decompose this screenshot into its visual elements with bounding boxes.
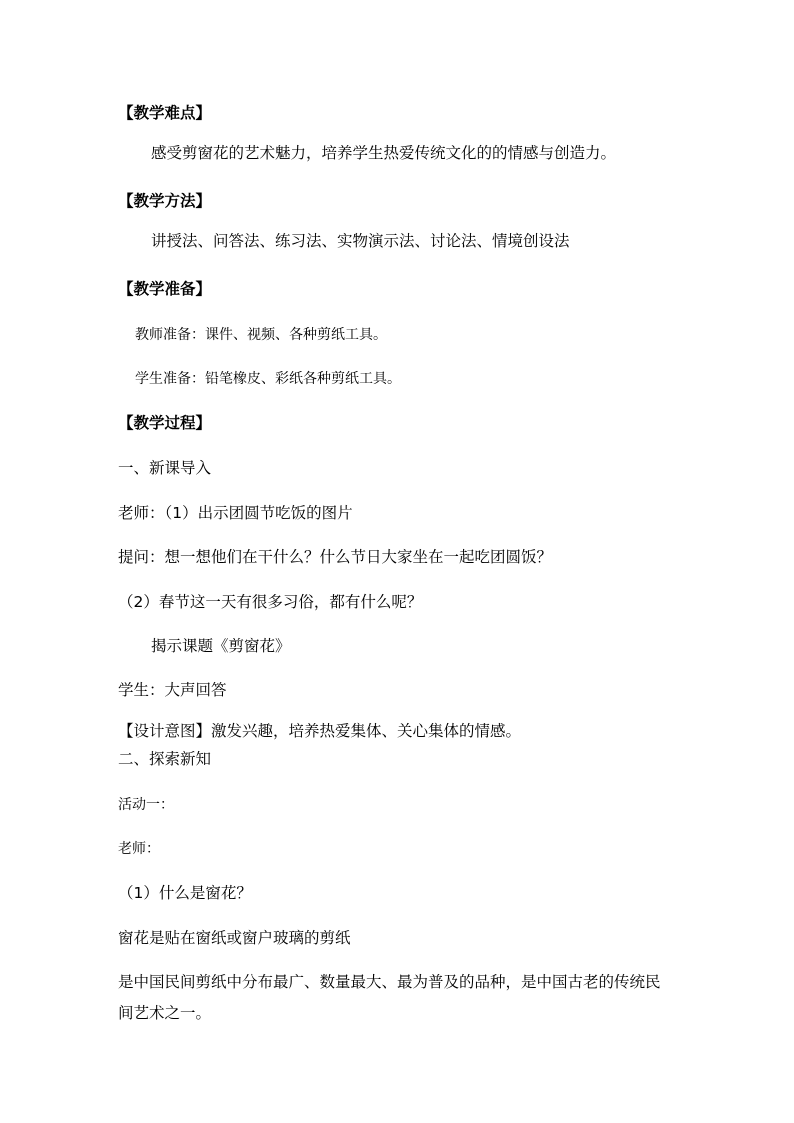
process-line: 学生：大声回答 (118, 681, 227, 699)
section-heading-difficulty: 【教学难点】 (118, 104, 212, 122)
process-line: （1）什么是窗花？ (118, 884, 252, 902)
process-line: 是中国民间剪纸中分布最广、数量最大、最为普及的品种，是中国古老的传统民 (118, 973, 661, 991)
process-line: 窗花是贴在窗纸或窗户玻璃的剪纸 (118, 929, 351, 947)
process-line: 【设计意图】激发兴趣，培养热爱集体、关心集体的情感。 (118, 722, 522, 740)
difficulty-content: 感受剪窗花的艺术魅力，培养学生热爱传统文化的的情感与创造力。 (151, 144, 617, 162)
section-heading-process: 【教学过程】 (118, 414, 212, 432)
process-line: 老师： (118, 841, 160, 857)
process-line: （2）春节这一天有很多习俗，都有什么呢？ (118, 593, 423, 611)
methods-content: 讲授法、问答法、练习法、实物演示法、讨论法、情境创设法 (151, 232, 570, 250)
process-line: 活动一： (118, 797, 174, 813)
student-preparation: 学生准备：铅笔橡皮、彩纸各种剪纸工具。 (135, 371, 401, 387)
process-line: 提问：想一想他们在干什么？什么节日大家坐在一起吃团圆饭？ (118, 548, 553, 566)
process-line: 二、探索新知 (118, 750, 212, 768)
teacher-preparation: 教师准备：课件、视频、各种剪纸工具。 (135, 327, 387, 343)
process-line: 揭示课题《剪窗花》 (151, 637, 291, 655)
process-line: 老师：（1）出示团圆节吃饭的图片 (118, 504, 353, 522)
process-line: 间艺术之一。 (118, 1004, 212, 1022)
section-heading-methods: 【教学方法】 (118, 192, 212, 210)
process-line: 一、新课导入 (118, 459, 212, 477)
section-heading-preparation: 【教学准备】 (118, 280, 212, 298)
